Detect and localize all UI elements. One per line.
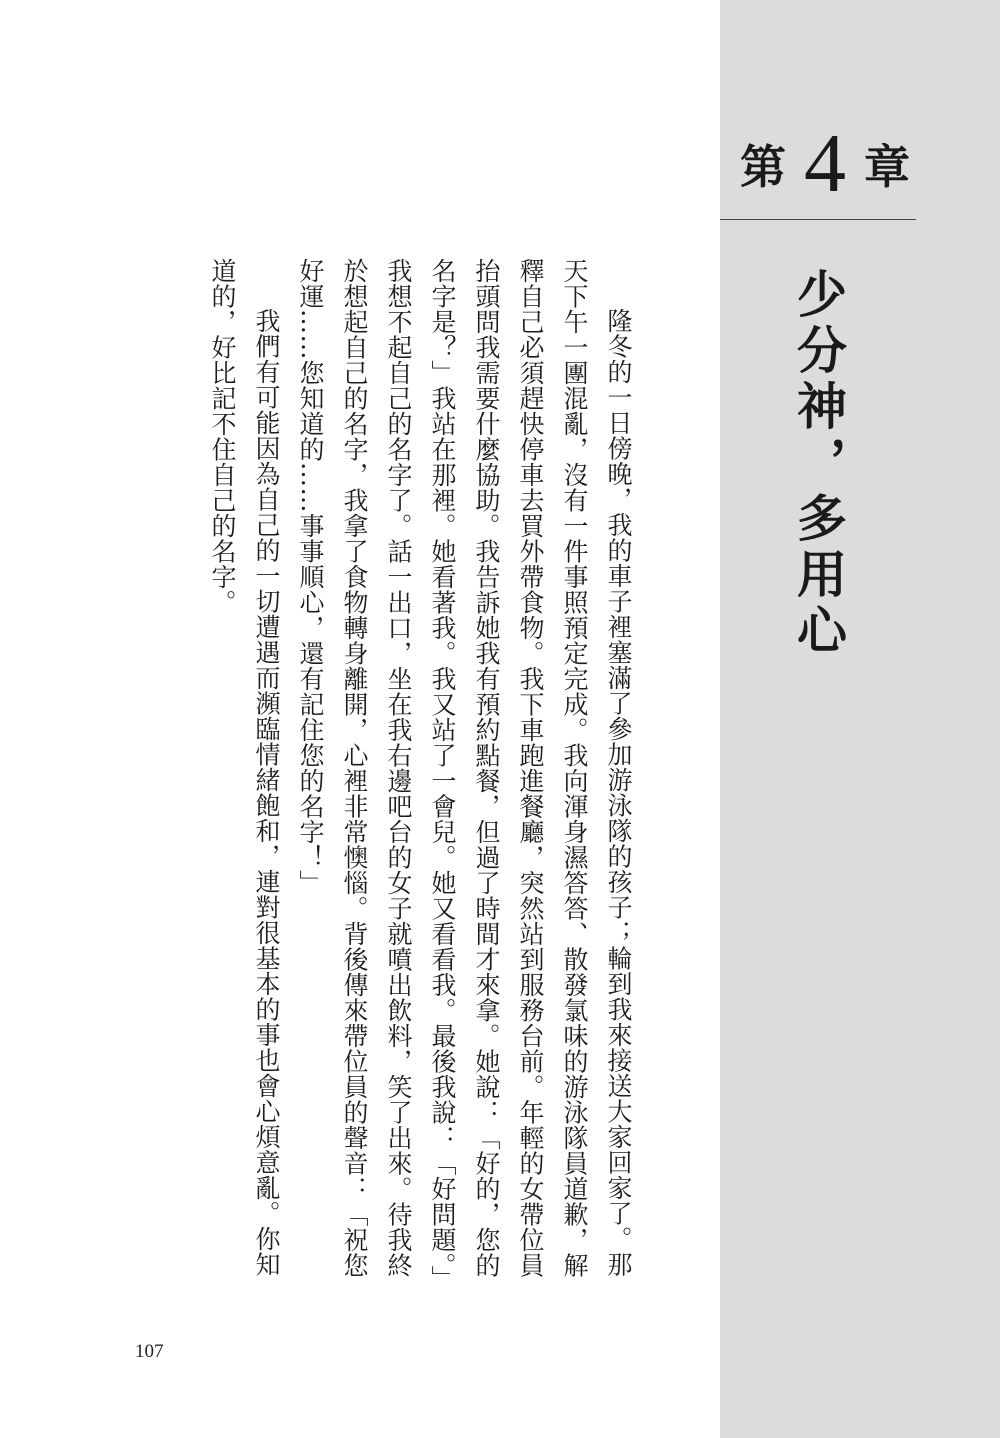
chapter-prefix: 第 [740, 140, 786, 194]
page-number: 107 [135, 1341, 164, 1362]
body-text [200, 258, 640, 1298]
paragraph: 隆冬的一日傍晚，我的車子裡塞滿了參加游泳隊的孩子；輪到我來接送大家回家了。那天下午一團混亂，沒有一件事照預定完成。我向渾身濕答答、散發氯味的游泳隊員道歉，解釋自己必須趕快停車去買外帶食物。我下車跑進餐廳，突然站到服務台前。年輕的女帶位員抬頭問我需要什麼協助。我告訴她我有預約點餐，但過了時間才來拿。她說：「好的，您的名字是？」我站在那裡。她看著我。我又站了一會兒。她又看看我。最後我說：「好問題。」我想不起自己的名字了。話一出口，坐在我右邊吧台的女子就噴出飲料，笑了出來。待我終於想起自己的名字，我拿了食物轉身離開，心裡非常懊惱。背後傳來帶位員的聲音：「祝您好運……您知道的……事事順心，還有記住您的名字！」 [296, 258, 633, 1291]
chapter-suffix: 章 [864, 140, 910, 194]
paragraph: 我們有可能因為自己的一切遭遇而瀕臨情緒飽和，連對很基本的事也會心煩意亂。你知道的，好比記不住自己的名字。 [208, 258, 281, 1277]
chapter-heading [720, 117, 930, 210]
chapter-number: 4 [804, 117, 846, 210]
chapter-title: 少分神，多用心 [789, 268, 848, 660]
chapter-divider [720, 219, 916, 220]
chapter-sidebar [720, 0, 1000, 1438]
